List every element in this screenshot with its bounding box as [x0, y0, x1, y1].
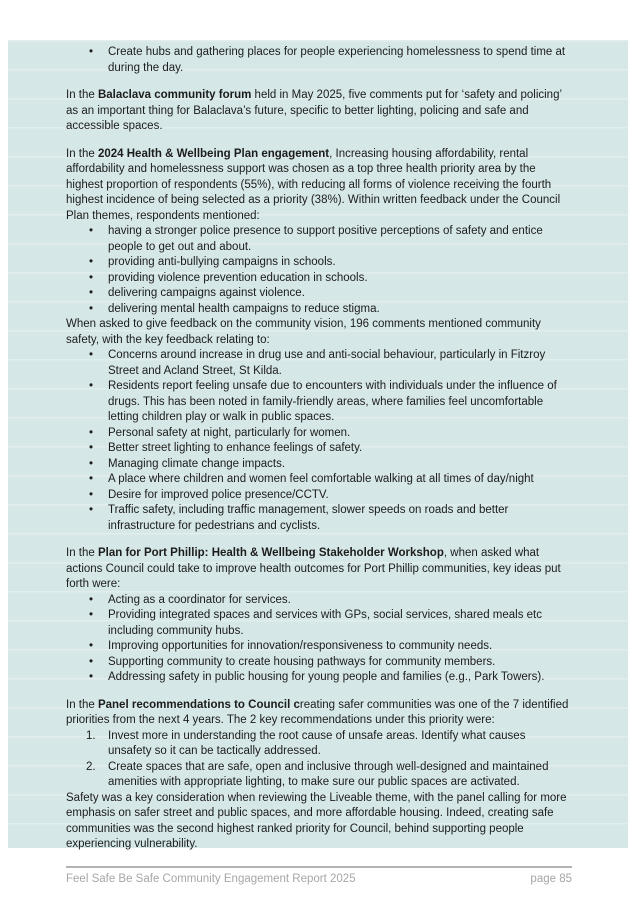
paragraph [66, 88, 572, 135]
text-run: , when asked what actions Council could take to improve health outcomes for Port Phillip communities, key ideas put forth were: [66, 547, 561, 590]
text-run: Acting as a coordinator for services. [108, 593, 291, 606]
list-item-number: 1. [86, 729, 96, 742]
text-run: Managing climate change impacts. [108, 457, 286, 470]
list-item [66, 224, 572, 255]
list-item [66, 760, 572, 791]
document-body [8, 40, 628, 848]
text-run: Providing integrated spaces and services with GPs, social services, shared meals etc including community hubs. [108, 609, 543, 637]
list-item [66, 286, 572, 302]
text-run: Residents report feeling unsafe due to encounters with individuals under the influence of drugs. This has been noted in family-friendly areas, where families feel uncomfortable letting children play or walk in public spaces. [108, 380, 557, 423]
paragraph [66, 698, 572, 729]
text-run: A place where children and women feel comfortable walking at all times of day/night [108, 473, 534, 485]
bold-text-run: 2024 Health & Wellbeing Plan engagement [97, 147, 330, 160]
text-run: Better street lighting to enhance feelings of safety. [108, 442, 363, 454]
text-run: providing anti-bullying campaigns in schools. [108, 256, 336, 268]
text-run: delivering campaigns against violence. [108, 287, 305, 299]
page-footer [66, 866, 572, 885]
list-item [66, 441, 572, 457]
text-run: Personal safety at night, particularly for women. [108, 426, 351, 439]
list-item [66, 457, 572, 473]
list-item [66, 729, 572, 760]
list-item [66, 302, 572, 318]
text-run: Concerns around increase in drug use and anti-social behaviour, particularly in Fitzroy Street and Acland Street, St Kilda. [108, 349, 546, 377]
text-run: When asked to give feedback on the community vision, 196 comments mentioned community safety, with the key feedback relating to: [66, 318, 541, 346]
text-run: held in May 2025, five comments put for ‘safety and policing’ as an important thing for Balaclava’s future, specific to better lighting, policing and safe and accessible spaces. [66, 89, 562, 132]
list-item-number: 2. [86, 760, 96, 773]
text-run: Improving opportunities for innovation/responsiveness to community needs. [108, 640, 493, 652]
text-run: Safety was a key consideration when reviewing the Liveable theme, with the panel calling for more emphasis on safer street and public spaces, and more affordable housing. Indeed, creating safe communities was the second highest ranked priority for Council, behind supporting people experiencing vulnerability. [66, 791, 567, 850]
text-run: having a stronger police presence to support positive perceptions of safety and entice people to get out and about. [108, 225, 543, 253]
text-run: Traffic safety, including traffic management, slower speeds on roads and better infrastructure for pedestrians and cyclists. [108, 504, 509, 532]
list-item [66, 379, 572, 426]
list-item [66, 255, 572, 271]
list-item [66, 655, 572, 671]
text-run: Addressing safety in public housing for young people and families (e.g., Park Towers). [108, 671, 545, 683]
list-item [66, 503, 572, 534]
bold-text-run: Panel recommendations to Council c [97, 698, 300, 711]
bullet-list [66, 45, 572, 76]
text-run: Create hubs and gathering places for people experiencing homelessness to spend time at during the day. [108, 46, 566, 74]
footer-report-title: Feel Safe Be Safe Community Engagement Report 2025 [66, 873, 356, 885]
list-item [66, 271, 572, 287]
list-item [66, 45, 572, 76]
text-run: In the [66, 547, 98, 559]
text-run: In the [66, 698, 98, 711]
list-item [66, 608, 572, 639]
paragraph [66, 791, 572, 853]
text-run: Desire for improved police presence/CCTV. [108, 488, 329, 501]
text-run: delivering mental health campaigns to reduce stigma. [108, 302, 380, 315]
bullet-list [66, 348, 572, 534]
text-run: providing violence prevention education in schools. [108, 271, 368, 284]
paragraph [66, 317, 572, 348]
list-item [66, 639, 572, 655]
bullet-list [66, 593, 572, 686]
list-item [66, 488, 572, 504]
text-run: Invest more in understanding the root cause of unsafe areas. Identify what causes unsafety so it can be tactically addressed. [108, 729, 526, 757]
text-run: Supporting community to create housing pathways for community members. [108, 655, 496, 668]
numbered-list [66, 729, 572, 791]
text-run: , Increasing housing affordability, rental affordability and homelessness support was chosen as a top three health priority area by the highest proportion of respondents (55%), with reducing all forms of violence receiving the fourth highest incidence of being selected as a priority (38%). Within written feedback under the Council Plan themes, respondents mentioned: [66, 147, 561, 222]
paragraph [66, 546, 572, 593]
list-item [66, 670, 572, 686]
text-run: In the [66, 89, 98, 101]
text-run: reating safer communities was one of the 7 identified priorities from the next 4 years. The 2 key recommendations under this priority were: [66, 698, 569, 726]
list-item [66, 348, 572, 379]
footer-page-number: page 85 [530, 873, 572, 885]
paragraph [66, 147, 572, 225]
text-run: Create spaces that are safe, open and inclusive through well-designed and maintained amenities with appropriate lighting, to make sure our public spaces are activated. [108, 760, 549, 788]
bold-text-run: Plan for Port Phillip: Health & Wellbeing Stakeholder Workshop [97, 547, 444, 559]
bullet-list [66, 224, 572, 317]
list-item [66, 426, 572, 442]
list-item [66, 593, 572, 609]
bold-text-run: Balaclava community forum [97, 89, 252, 101]
text-run: In the [66, 147, 98, 160]
list-item [66, 472, 572, 488]
